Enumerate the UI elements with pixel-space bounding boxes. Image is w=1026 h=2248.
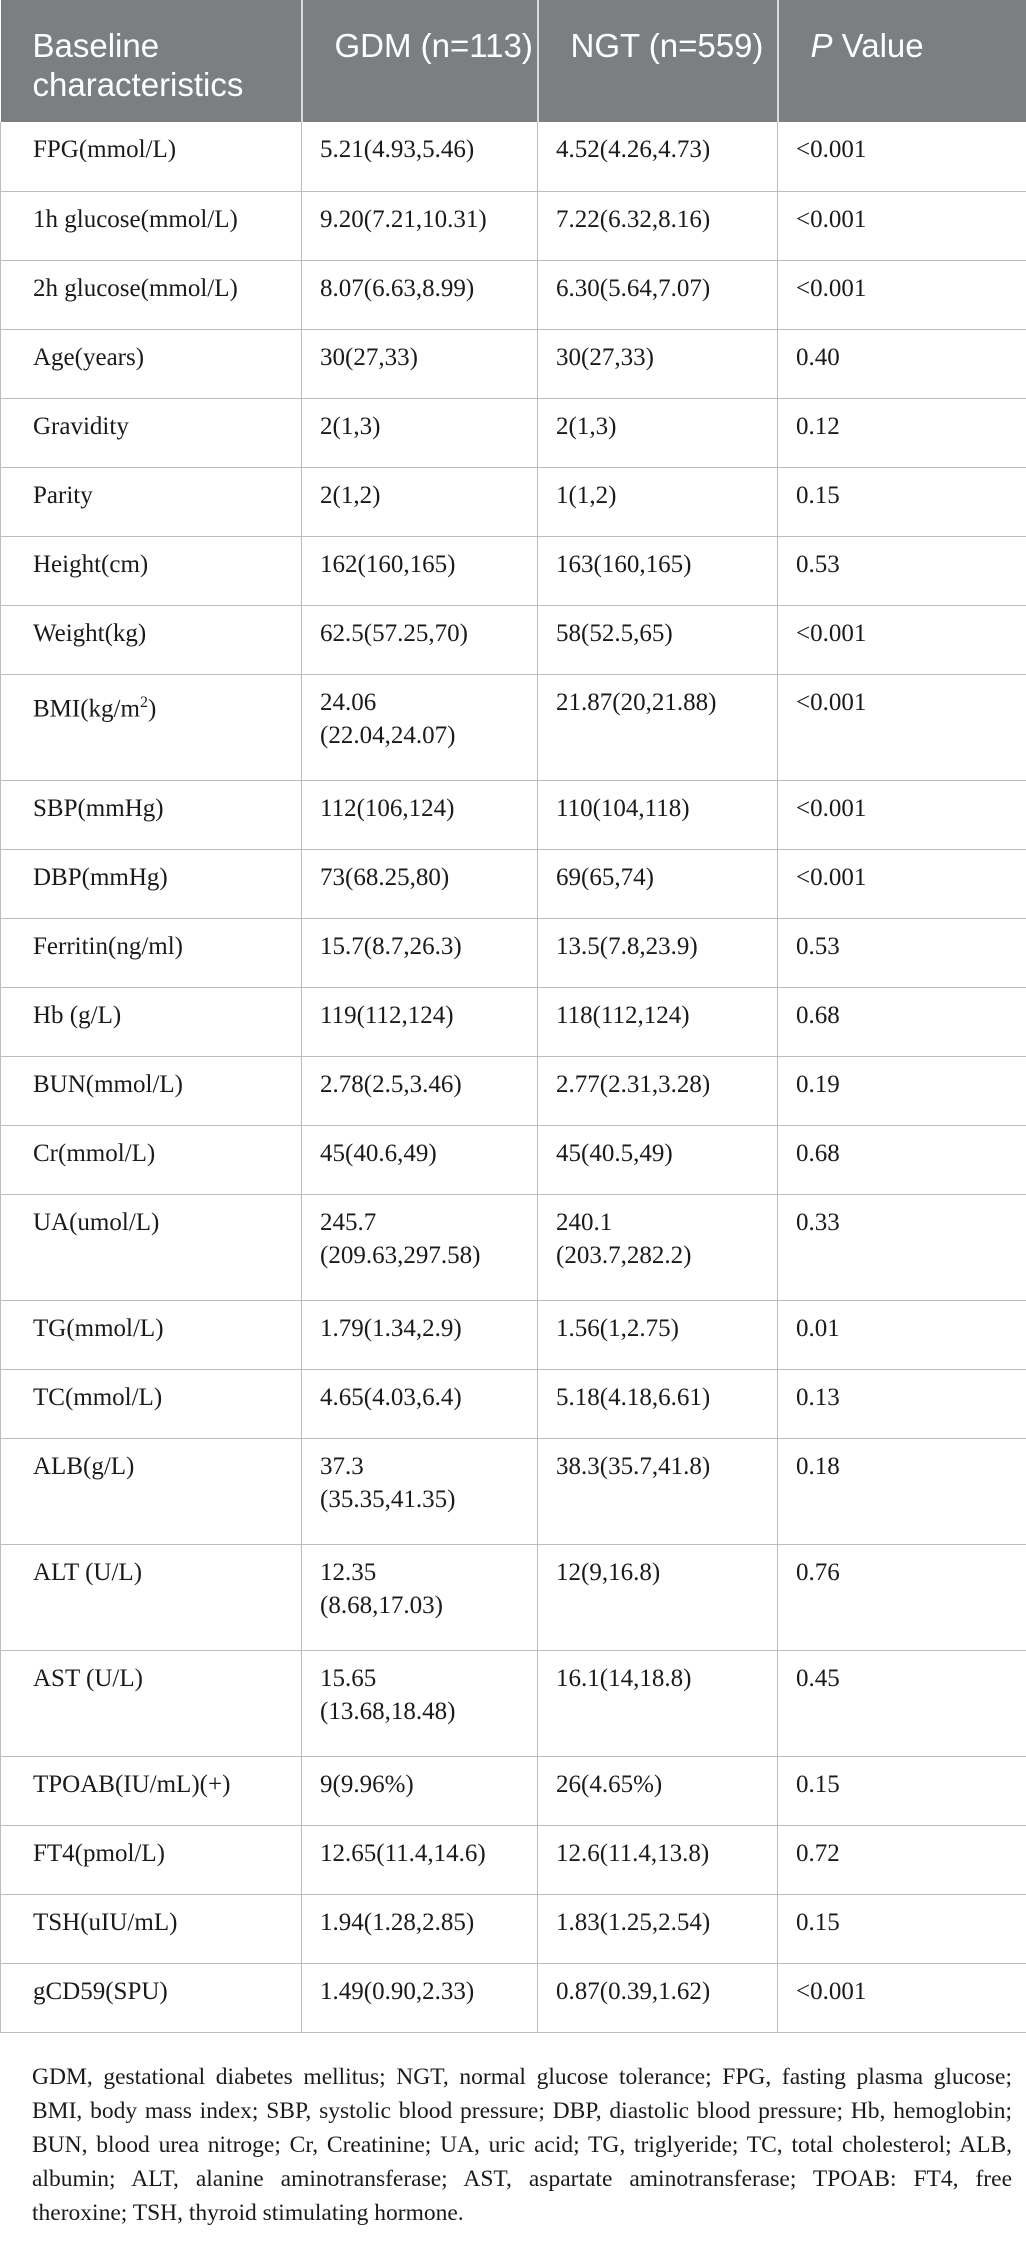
cell-characteristic [1,1369,302,1438]
characteristic-label: ALB(g/L) [33,1452,135,1480]
cell-characteristic [1,1194,302,1300]
cell-gdm-value: 12.35 (8.68,17.03) [302,1544,538,1650]
header-gdm: GDM (n=113) [302,0,538,122]
cell-p-value: 0.33 [778,1194,1026,1300]
table-row [1,674,1026,780]
table-row [1,191,1026,260]
cell-characteristic [1,1438,302,1544]
cell-characteristic [1,780,302,849]
cell-characteristic [1,1544,302,1650]
table-row [1,1056,1026,1125]
cell-ngt-value: 1.56(1,2.75) [538,1300,778,1369]
characteristic-label-tail: ) [147,694,157,722]
cell-p-value: 0.53 [778,918,1026,987]
cell-p-value: <0.001 [778,191,1026,260]
cell-characteristic [1,605,302,674]
cell-p-value: <0.001 [778,849,1026,918]
cell-characteristic [1,1963,302,2032]
cell-characteristic [1,918,302,987]
cell-characteristic [1,467,302,536]
cell-p-value: 0.40 [778,329,1026,398]
header-row [1,0,1026,122]
table-row [1,1544,1026,1650]
cell-gdm-value: 162(160,165) [302,536,538,605]
characteristic-label: Weight(kg) [33,619,147,647]
cell-gdm-value: 62.5(57.25,70) [302,605,538,674]
cell-ngt-value: 6.30(5.64,7.07) [538,260,778,329]
table-row [1,122,1026,191]
cell-p-value: 0.45 [778,1650,1026,1756]
table-row [1,260,1026,329]
characteristic-label: Age(years) [33,343,145,371]
cell-p-value: 0.53 [778,536,1026,605]
table-row [1,1125,1026,1194]
table-header [1,0,1026,122]
characteristic-label: Gravidity [33,412,129,440]
table-row [1,1756,1026,1825]
cell-gdm-value: 2(1,3) [302,398,538,467]
table-row [1,605,1026,674]
characteristic-label: 1h glucose(mmol/L) [33,205,238,233]
cell-gdm-value: 2.78(2.5,3.46) [302,1056,538,1125]
cell-ngt-value: 38.3(35.7,41.8) [538,1438,778,1544]
table-row [1,1300,1026,1369]
cell-gdm-value: 245.7 (209.63,297.58) [302,1194,538,1300]
characteristic-label: BUN(mmol/L) [33,1070,183,1098]
cell-ngt-value: 69(65,74) [538,849,778,918]
characteristic-label: TG(mmol/L) [33,1314,164,1342]
cell-p-value: 0.68 [778,987,1026,1056]
cell-p-value: <0.001 [778,122,1026,191]
cell-characteristic [1,1894,302,1963]
cell-gdm-value: 30(27,33) [302,329,538,398]
header-p-value [778,0,1026,122]
characteristic-label: SBP(mmHg) [33,794,164,822]
cell-p-value: 0.13 [778,1369,1026,1438]
cell-gdm-value: 2(1,2) [302,467,538,536]
characteristic-superscript: 2 [139,693,148,711]
cell-ngt-value: 2.77(2.31,3.28) [538,1056,778,1125]
cell-ngt-value: 26(4.65%) [538,1756,778,1825]
cell-characteristic [1,1756,302,1825]
cell-gdm-value: 73(68.25,80) [302,849,538,918]
cell-ngt-value: 16.1(14,18.8) [538,1650,778,1756]
characteristic-label: FPG(mmol/L) [33,136,177,163]
cell-characteristic [1,674,302,780]
cell-gdm-value: 119(112,124) [302,987,538,1056]
cell-ngt-value: 1(1,2) [538,467,778,536]
cell-characteristic [1,1650,302,1756]
characteristic-label: DBP(mmHg) [33,863,168,891]
cell-ngt-value: 7.22(6.32,8.16) [538,191,778,260]
characteristic-label: TC(mmol/L) [33,1383,163,1411]
cell-ngt-value: 13.5(7.8,23.9) [538,918,778,987]
cell-gdm-value: 8.07(6.63,8.99) [302,260,538,329]
characteristic-label: UA(umol/L) [33,1208,160,1236]
table-row [1,467,1026,536]
cell-ngt-value: 1.83(1.25,2.54) [538,1894,778,1963]
characteristic-label: Height(cm) [33,550,149,578]
table-row [1,1194,1026,1300]
cell-gdm-value: 24.06 (22.04,24.07) [302,674,538,780]
header-ngt: NGT (n=559) [538,0,778,122]
cell-characteristic [1,1300,302,1369]
characteristic-label: TPOAB(IU/mL)(+) [33,1770,231,1798]
cell-p-value: 0.15 [778,1894,1026,1963]
characteristic-label: Ferritin(ng/ml) [33,932,183,960]
cell-gdm-value: 112(106,124) [302,780,538,849]
characteristic-label: BMI(kg/m [33,694,140,722]
cell-p-value: <0.001 [778,605,1026,674]
cell-gdm-value: 15.7(8.7,26.3) [302,918,538,987]
header-baseline-characteristics: Baseline characteristics [1,0,302,122]
cell-characteristic [1,849,302,918]
table-row [1,398,1026,467]
table-row [1,1963,1026,2032]
cell-p-value: <0.001 [778,780,1026,849]
cell-gdm-value: 45(40.6,49) [302,1125,538,1194]
cell-ngt-value: 118(112,124) [538,987,778,1056]
cell-ngt-value: 21.87(20,21.88) [538,674,778,780]
cell-ngt-value: 12(9,16.8) [538,1544,778,1650]
cell-ngt-value: 5.18(4.18,6.61) [538,1369,778,1438]
cell-p-value: <0.001 [778,674,1026,780]
characteristic-label: Parity [33,481,93,509]
cell-gdm-value: 9.20(7.21,10.31) [302,191,538,260]
characteristic-label: ALT (U/L) [33,1558,143,1586]
cell-gdm-value: 1.94(1.28,2.85) [302,1894,538,1963]
cell-characteristic [1,329,302,398]
cell-p-value: <0.001 [778,260,1026,329]
cell-characteristic [1,398,302,467]
cell-gdm-value: 4.65(4.03,6.4) [302,1369,538,1438]
table-footnote: GDM, gestational diabetes mellitus; NGT, normal glucose tolerance; FPG, fasting plasma glucose; BMI, body mass index; SBP, systolic blood pressure; DBP, diastolic blood pressure; Hb, hemoglobin; BUN, blood urea nitroge; Cr, Creatinine; UA, uric acid; TG, triglyeride; TC, total cholesterol; ALB, albumin; ALT, alanine aminotransferase; AST, aspartate aminotransferase; TPOAB: FT4, free theroxine; TSH, thyroid stimulating hormone. [32,2064,1012,2226]
cell-gdm-value: 12.65(11.4,14.6) [302,1825,538,1894]
characteristic-label: Cr(mmol/L) [33,1139,156,1167]
cell-ngt-value: 0.87(0.39,1.62) [538,1963,778,2032]
characteristic-label: TSH(uIU/mL) [33,1908,178,1936]
cell-p-value: 0.15 [778,467,1026,536]
cell-gdm-value: 1.79(1.34,2.9) [302,1300,538,1369]
cell-ngt-value: 163(160,165) [538,536,778,605]
table-row [1,1369,1026,1438]
cell-characteristic [1,122,302,191]
cell-p-value: 0.18 [778,1438,1026,1544]
characteristic-label: 2h glucose(mmol/L) [33,274,238,302]
table-row [1,918,1026,987]
cell-ngt-value: 2(1,3) [538,398,778,467]
cell-gdm-value: 5.21(4.93,5.46) [302,122,538,191]
table-row [1,1438,1026,1544]
cell-ngt-value: 12.6(11.4,13.8) [538,1825,778,1894]
cell-characteristic [1,536,302,605]
cell-characteristic [1,1056,302,1125]
cell-ngt-value: 240.1 (203.7,282.2) [538,1194,778,1300]
cell-p-value: 0.12 [778,398,1026,467]
table-row [1,1894,1026,1963]
table-body [1,122,1026,2032]
table-row [1,329,1026,398]
characteristic-label: Hb (g/L) [33,1001,122,1029]
table-row [1,780,1026,849]
cell-ngt-value: 110(104,118) [538,780,778,849]
header-p-italic: P [810,27,833,64]
cell-p-value: 0.72 [778,1825,1026,1894]
cell-p-value: 0.15 [778,1756,1026,1825]
header-p-rest: Value [832,27,924,64]
cell-ngt-value: 58(52.5,65) [538,605,778,674]
cell-p-value: 0.19 [778,1056,1026,1125]
table-row [1,1825,1026,1894]
cell-characteristic [1,1125,302,1194]
cell-p-value: 0.01 [778,1300,1026,1369]
table-row [1,987,1026,1056]
cell-ngt-value: 4.52(4.26,4.73) [538,122,778,191]
cell-characteristic [1,987,302,1056]
cell-characteristic [1,260,302,329]
characteristic-label: FT4(pmol/L) [33,1839,165,1867]
cell-gdm-value: 15.65 (13.68,18.48) [302,1650,538,1756]
characteristic-label: gCD59(SPU) [33,1977,168,2005]
cell-ngt-value: 30(27,33) [538,329,778,398]
cell-gdm-value: 1.49(0.90,2.33) [302,1963,538,2032]
cell-p-value: <0.001 [778,1963,1026,2032]
cell-ngt-value: 45(40.5,49) [538,1125,778,1194]
characteristic-label: AST (U/L) [33,1664,143,1692]
table-row [1,849,1026,918]
cell-characteristic [1,191,302,260]
cell-p-value: 0.76 [778,1544,1026,1650]
table-row [1,536,1026,605]
cell-p-value: 0.68 [778,1125,1026,1194]
cell-gdm-value: 37.3 (35.35,41.35) [302,1438,538,1544]
table-row [1,1650,1026,1756]
cell-characteristic [1,1825,302,1894]
cell-gdm-value: 9(9.96%) [302,1756,538,1825]
